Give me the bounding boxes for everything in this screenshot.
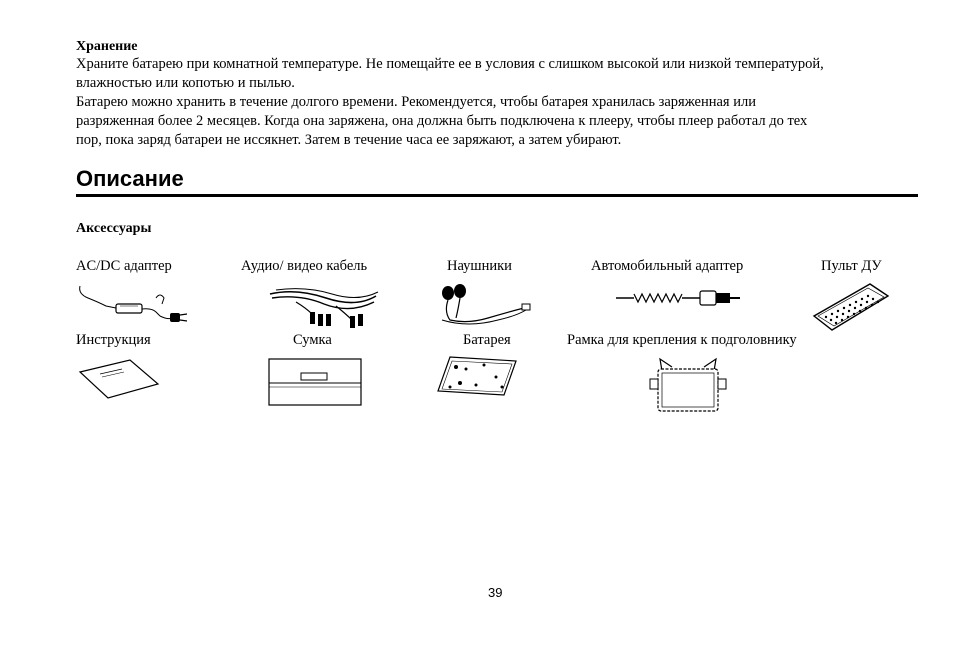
accessory-label-ac-dc-adapter: AC/DC адаптер bbox=[76, 258, 172, 274]
section-title: Описание bbox=[76, 166, 184, 191]
accessory-label-manual: Инструкция bbox=[76, 332, 151, 348]
page-number: 39 bbox=[488, 585, 503, 600]
section-divider bbox=[76, 194, 918, 197]
storage-paragraph-line: Храните батарею при комнатной температуре. Не помещайте ее в условия с слишком высокой или низкой температурой, bbox=[76, 56, 824, 72]
bag-icon bbox=[267, 357, 363, 407]
storage-title: Хранение bbox=[76, 39, 138, 54]
accessory-label-headrest-frame: Рамка для крепления к подголовнику bbox=[567, 332, 797, 348]
headphones-icon bbox=[438, 284, 533, 328]
storage-paragraph-line: разряженная более 2 месяцев. Когда она заряжена, она должна быть подключена к плееру, чтобы плеер работал до тех bbox=[76, 113, 808, 129]
accessory-label-av-cable: Аудио/ видео кабель bbox=[241, 258, 368, 274]
remote-control-icon bbox=[812, 282, 890, 332]
battery-icon bbox=[436, 355, 520, 397]
accessory-label-remote: Пульт ДУ bbox=[821, 258, 882, 274]
manual-icon bbox=[78, 358, 162, 400]
ac-dc-adapter-icon bbox=[76, 284, 191, 330]
car-adapter-icon bbox=[614, 285, 744, 313]
accessory-label-bag: Сумка bbox=[293, 332, 332, 348]
headrest-frame-icon bbox=[646, 357, 730, 413]
accessory-label-headphones: Наушники bbox=[447, 258, 512, 274]
storage-paragraph-line: пор, пока заряд батареи не иссякнет. Затем в течение часа ее заряжают, а затем убирают. bbox=[76, 132, 622, 148]
av-cable-icon bbox=[266, 284, 381, 332]
accessory-label-car-adapter: Автомобильный адаптер bbox=[591, 258, 744, 274]
storage-paragraph-line: Батарею можно хранить в течение долгого времени. Рекомендуется, чтобы батарея хранилась заряженная или bbox=[76, 94, 756, 110]
accessories-title: Аксессуары bbox=[76, 221, 152, 236]
storage-paragraph-line: влажностью или копотью и пылью. bbox=[76, 75, 295, 91]
accessory-label-battery: Батарея bbox=[463, 332, 511, 348]
